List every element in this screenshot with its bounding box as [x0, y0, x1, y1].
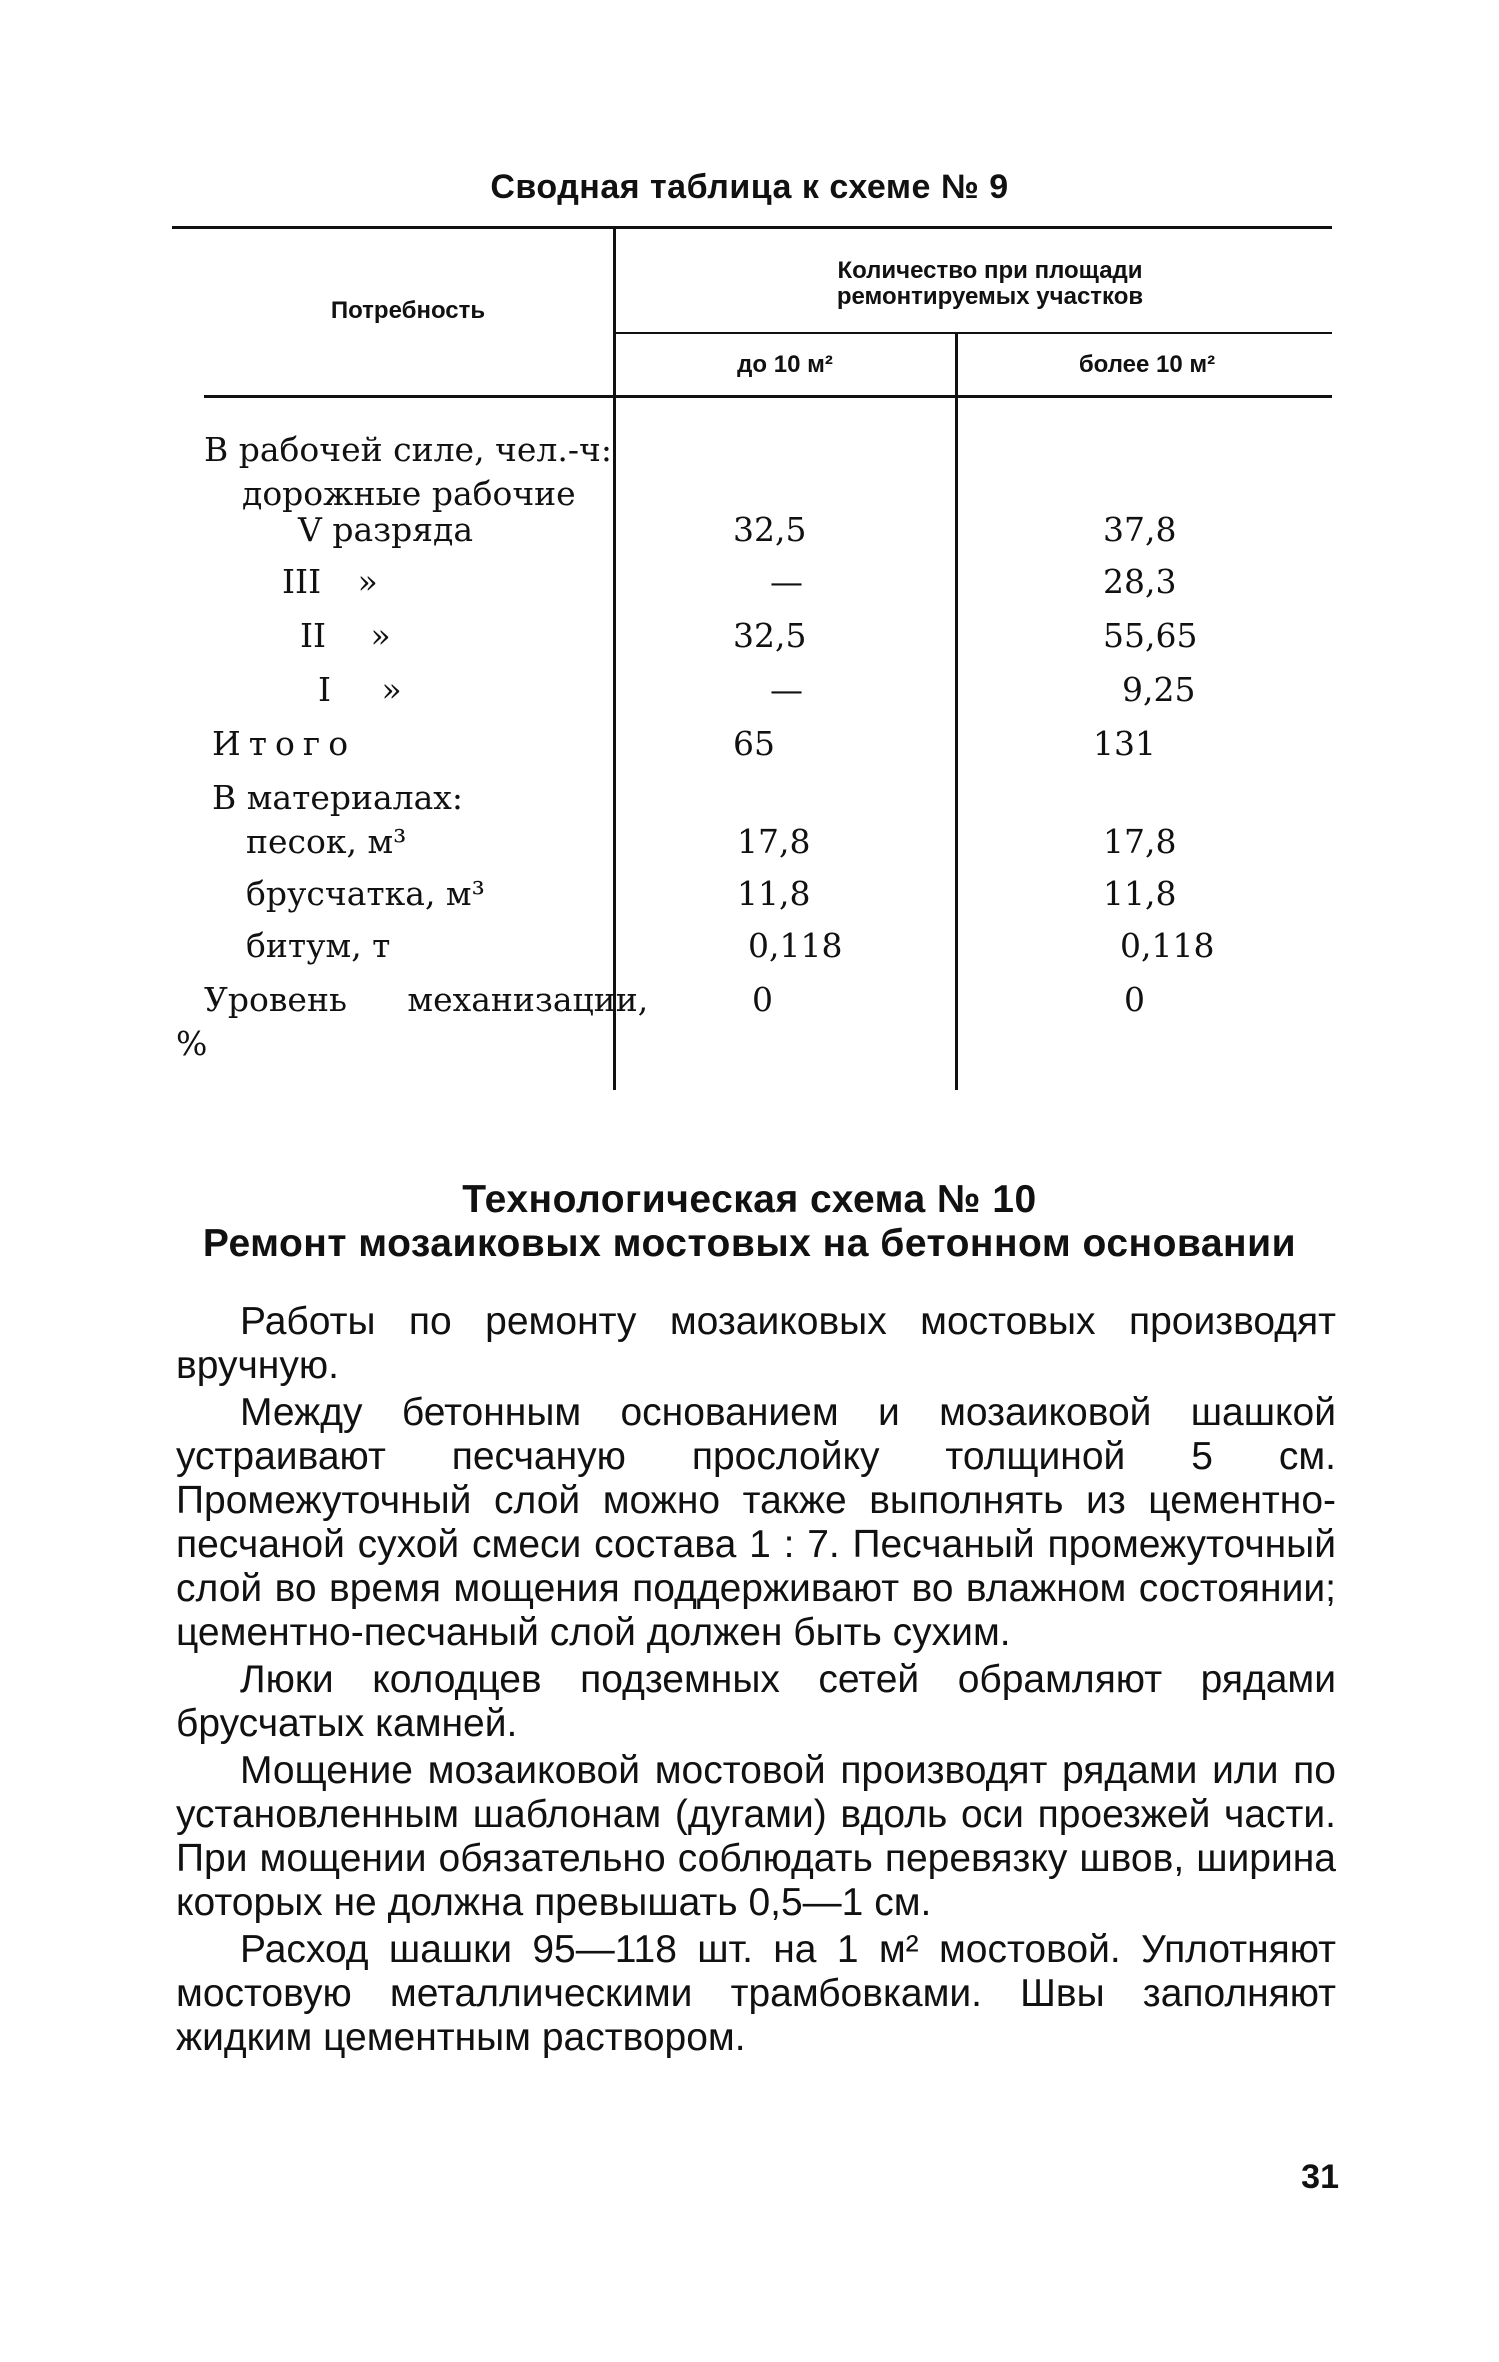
header-split-rule: [616, 332, 1332, 334]
row-label: брусчатка, м³: [246, 874, 485, 913]
table-row: [0, 668, 1499, 720]
table-row: [0, 560, 1499, 612]
value-small-area: 0: [752, 980, 773, 1019]
value-large-area: 11,8: [1103, 874, 1177, 913]
table-title: Сводная таблица к схеме № 9: [490, 168, 1009, 206]
paragraph: Расход шашки 95—118 шт. на 1 м² мостовой. Уплотняют мостовую металлическими трамбовками. Швы заполняют жидким цементным раствором.: [176, 1928, 1336, 2059]
value-small-area: 32,5: [733, 510, 807, 549]
table-row: [0, 1022, 1499, 1074]
value-small-area: 0,118: [748, 926, 843, 965]
value-large-area: 28,3: [1103, 562, 1177, 601]
table-row: [0, 614, 1499, 666]
header-quantity: Количество при площади ремонтируемых участков: [836, 257, 1144, 310]
row-label: битум, т: [246, 926, 391, 965]
table-row: [0, 872, 1499, 924]
row-label: V разряда: [298, 510, 474, 549]
value-large-area: 0: [1124, 980, 1145, 1019]
row-label: дорожные рабочие: [242, 474, 576, 513]
header-large-area: более 10 м²: [1078, 351, 1216, 378]
value-large-area: 55,65: [1103, 616, 1198, 655]
header-small-area: до 10 м²: [737, 351, 833, 378]
section-title: Технологическая схема № 10: [462, 1178, 1037, 1221]
table-row: [0, 508, 1499, 560]
value-large-area: 37,8: [1103, 510, 1177, 549]
row-label: %: [176, 1024, 208, 1063]
table-row: [0, 820, 1499, 872]
value-small-area: 11,8: [737, 874, 811, 913]
value-large-area: 131: [1093, 724, 1156, 763]
row-label: В материалах:: [212, 778, 464, 817]
row-label: III »: [282, 562, 378, 601]
row-label: песок, м³: [246, 822, 407, 861]
paragraph: Люки колодцев подземных сетей обрамляют рядами брусчатых камней.: [176, 1658, 1336, 1745]
paragraph: Работы по ремонту мозаиковых мостовых производят вручную.: [176, 1300, 1336, 1387]
paragraph: Мощение мозаиковой мостовой производят рядами или по установленным шаблонам (дугами) вдоль оси проезжей части. При мощении обязательно соблюдать перевязку швов, ширина которых не должна превышать 0,5—1 см.: [176, 1749, 1336, 1924]
header-bottom-rule: [204, 395, 1332, 398]
page-number: 31: [1301, 2158, 1339, 2196]
value-small-area: 32,5: [733, 616, 807, 655]
value-large-area: 17,8: [1103, 822, 1177, 861]
value-large-area: 9,25: [1122, 670, 1196, 709]
table-row: [0, 924, 1499, 976]
value-small-area: 65: [733, 724, 775, 763]
row-label: В рабочей силе, чел.-ч:: [204, 430, 612, 469]
section-subtitle: Ремонт мозаиковых мостовых на бетонном основании: [202, 1222, 1297, 1265]
row-label: II »: [300, 616, 391, 655]
header-need: Потребность: [330, 297, 486, 324]
table-top-rule: [172, 226, 1332, 229]
paragraph: Между бетонным основанием и мозаиковой шашкой устраивают песчаную прослойку толщиной 5 см. Промежуточный слой можно также выполнять из цементно-песчаной сухой смеси состава 1 : 7. Песчаный промежуточный слой во время мощения поддерживают во влажном состоянии; цементно-песчаный слой должен быть сухим.: [176, 1391, 1336, 1654]
row-label: I »: [318, 670, 402, 709]
value-large-area: 0,118: [1120, 926, 1215, 965]
value-small-area: —: [770, 562, 803, 601]
value-small-area: 17,8: [737, 822, 811, 861]
table-row: [0, 722, 1499, 774]
row-label: Итого: [212, 724, 357, 763]
body-text: [176, 1300, 1336, 2063]
row-label: Уровень механизации,: [204, 980, 649, 1019]
value-small-area: —: [770, 670, 803, 709]
